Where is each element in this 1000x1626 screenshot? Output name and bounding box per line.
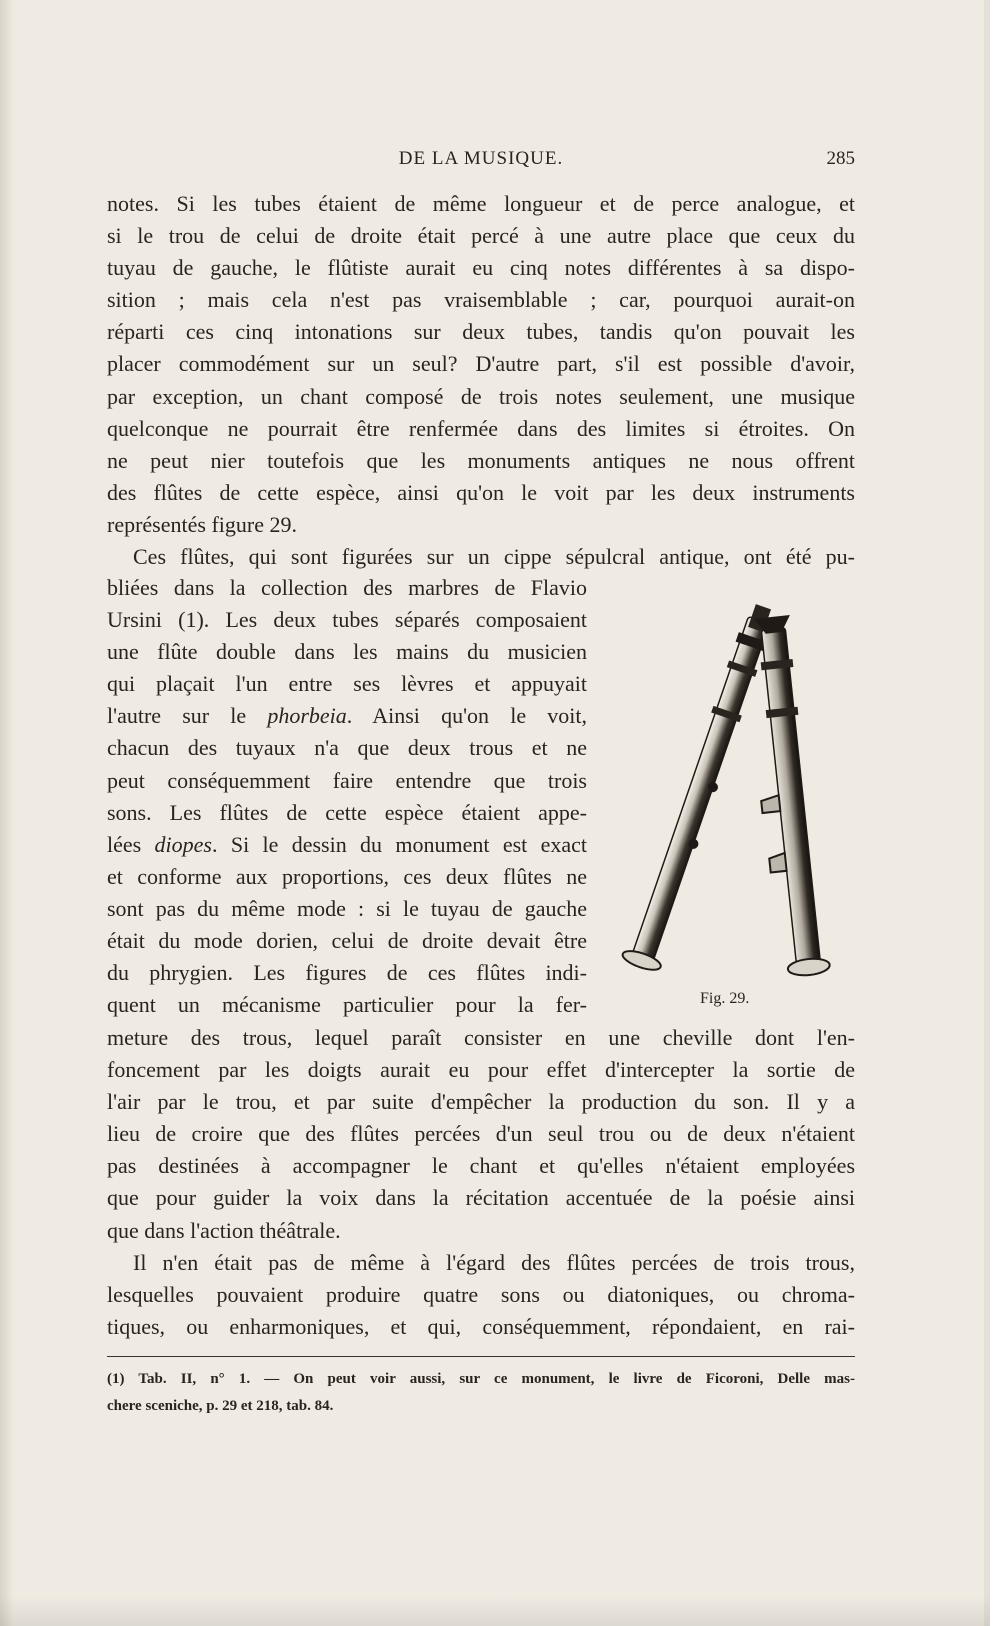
text-line: l'air par le trou, et par suite d'empêcher la production du son. Il y a bbox=[107, 1089, 855, 1115]
text-line: notes. Si les tubes étaient de même longueur et de perce analogue, et bbox=[107, 191, 855, 216]
footnote-rule bbox=[107, 1356, 855, 1357]
text-line: des flûtes de cette espèce, ainsi qu'on le voit par les deux instruments bbox=[107, 479, 855, 505]
left-pipe bbox=[621, 600, 783, 973]
text-line: quelconque ne pourrait être renfermée dans des limites si étroites. On bbox=[107, 415, 855, 441]
text-line: peut conséquemment faire entendre que trois bbox=[107, 767, 587, 793]
double-flute-illustration bbox=[600, 588, 860, 988]
text-line: sont pas du même mode : si le tuyau de gauche bbox=[107, 895, 587, 921]
text-line: réparti ces cinq intonations sur deux tubes, tandis qu'on pouvait les bbox=[107, 319, 855, 345]
text-line: lieu de croire que des flûtes percées d'un seul trou ou de deux n'étaient bbox=[107, 1121, 855, 1147]
paragraph-2-beside-figure bbox=[107, 572, 587, 1021]
text-run: lées bbox=[107, 831, 155, 857]
text-line: chacun des tuyaux n'a que deux trous et ne bbox=[107, 735, 587, 761]
page-number: 285 bbox=[826, 148, 855, 169]
text-line: bliées dans la collection des marbres de Flavio bbox=[107, 575, 587, 600]
text-line: représentés figure 29. bbox=[107, 511, 297, 537]
footnote bbox=[107, 1366, 855, 1420]
italic-term-phorbeia: phorbeia bbox=[267, 703, 347, 729]
text-line: foncement par les doigts aurait eu pour effet d'intercepter la sortie de bbox=[107, 1057, 855, 1083]
text-line: que pour guider la voix dans la récitation accentuée de la poésie ainsi bbox=[107, 1185, 855, 1211]
text-line: une flûte double dans les mains du musicien bbox=[107, 639, 587, 665]
italic-term-diopes: diopes bbox=[154, 831, 212, 857]
text-line: si le trou de celui de droite était percé à une autre place que ceux du bbox=[107, 223, 855, 249]
text-line: pas destinées à accompagner le chant et qu'elles n'étaient employées bbox=[107, 1153, 855, 1179]
text-line: qui plaçait l'un entre ses lèvres et appuyait bbox=[107, 671, 587, 697]
page-gutter bbox=[0, 0, 14, 1626]
text-line: sons. Les flûtes de cette espèce étaient appe- bbox=[107, 799, 587, 825]
text-run: . Ainsi qu'on le voit, bbox=[346, 703, 587, 729]
text-line: sition ; mais cela n'est pas vraisemblable ; car, pourquoi aurait-on bbox=[107, 287, 855, 313]
text-line: lesquelles pouvaient produire quatre sons ou diatoniques, ou chroma- bbox=[107, 1281, 855, 1307]
text-line: meture des trous, lequel paraît consister en une cheville dont l'en- bbox=[107, 1025, 855, 1050]
text-line: que dans l'action théâtrale. bbox=[107, 1217, 341, 1243]
text-line: ne peut nier toutefois que les monuments antiques ne nous offrent bbox=[107, 447, 855, 473]
figure-29-double-flute bbox=[600, 588, 860, 1018]
text-line: et conforme aux proportions, ces deux flûtes ne bbox=[107, 863, 587, 889]
text-line bbox=[107, 829, 587, 861]
text-line bbox=[107, 700, 587, 732]
text-line: Ces flûtes, qui sont figurées sur un cippe sépulcral antique, ont été pu- bbox=[133, 544, 855, 570]
text-line: quent un mécanisme particulier pour la fer- bbox=[107, 992, 587, 1018]
figure-caption: Fig. 29. bbox=[700, 990, 750, 1007]
right-pipe bbox=[742, 615, 830, 978]
text-line: était du mode dorien, celui de droite devait être bbox=[107, 928, 587, 954]
paragraph-1 bbox=[107, 188, 855, 573]
text-line: tuyau de gauche, le flûtiste aurait eu cinq notes différentes à sa dispo- bbox=[107, 255, 855, 281]
text-line: du phrygien. Les figures de ces flûtes indi- bbox=[107, 960, 587, 986]
footnote-line: (1) Tab. II, n° 1. — On peut voir aussi, sur ce monument, le livre de Ficoroni, Delle mas- bbox=[107, 1371, 855, 1387]
text-line: placer commodément sur un seul? D'autre part, s'il est possible d'avoir, bbox=[107, 351, 855, 377]
footnote-line: chere sceniche, p. 29 et 218, tab. 84. bbox=[107, 1398, 334, 1414]
text-line: Il n'en était pas de même à l'égard des flûtes percées de trois trous, bbox=[133, 1249, 855, 1275]
text-line: par exception, un chant composé de trois notes seulement, une musique bbox=[107, 383, 855, 409]
running-head bbox=[107, 148, 855, 176]
text-run: . Si le dessin du monument est exact bbox=[212, 831, 588, 857]
text-line: Ursini (1). Les deux tubes séparés composaient bbox=[107, 607, 587, 633]
paragraph-2-continued bbox=[107, 1022, 855, 1343]
running-title: DE LA MUSIQUE. bbox=[398, 148, 564, 169]
page-bottom-shadow bbox=[0, 1596, 990, 1626]
text-line: tiques, ou enharmoniques, et qui, conséquemment, répondaient, en rai- bbox=[107, 1313, 855, 1339]
text-run: l'autre sur le bbox=[107, 703, 268, 729]
